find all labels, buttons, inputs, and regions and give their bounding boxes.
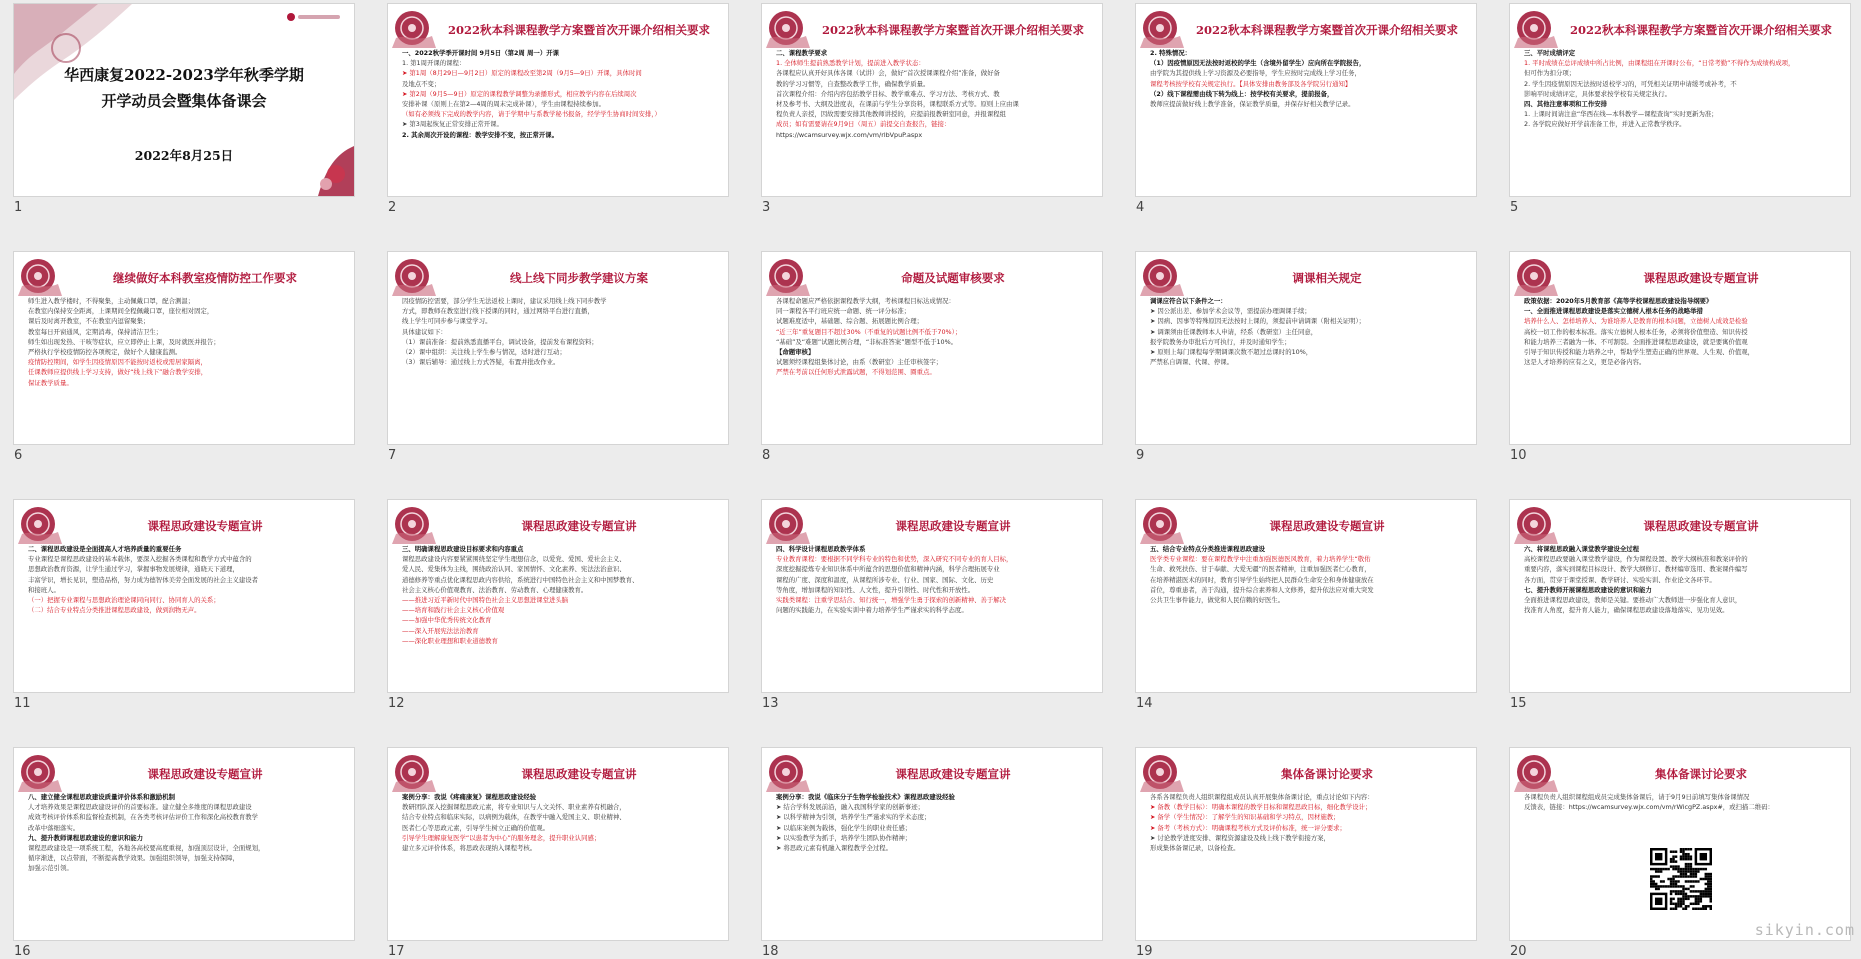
slide-text-line: 引导于知识传授和能力培养之中，帮助学生塑造正确的世界观、人生观、价值观，: [1524, 348, 1755, 357]
slide-text-line: 加强示范引领。: [28, 864, 73, 873]
slide-text-line: 【命题审核】: [776, 348, 815, 357]
slide-text-line: 2. 其余周次开设的课程：教学安排不变，按正常开课。: [402, 130, 559, 139]
slide-text-line: 严禁私自调课、代课、停课。: [1150, 358, 1234, 367]
slide-text-line: 在教室内保持安全距离，上课期间全程佩戴口罩，座位相对固定，: [28, 307, 214, 316]
slide-thumbnail[interactable]: [762, 4, 1102, 196]
slide-text-line: 二、课程思政建设是全面提高人才培养质量的重要任务: [28, 545, 182, 553]
slide-text-line: ➤ 调课须由任课教师本人申请，经系（教研室）主任同意，: [1150, 327, 1318, 336]
slide-number: 11: [14, 696, 31, 711]
slide-text-line: ➤ 第2周（9月5—9日）原定的课程教学调整为录播形式，相应教学内容在后续周次: [402, 89, 637, 98]
school-emblem-icon: [1514, 256, 1558, 296]
slide-number: 2: [388, 200, 397, 215]
slide-title: 2022秋本科课程教学方案暨首次开课介绍相关要求: [447, 23, 710, 37]
slide-text-line: 在培养精湛医术的同时，教育引导学生始终把人民群众生命安全和身体健康放在: [1150, 575, 1374, 584]
slide-title: 2022秋本科课程教学方案暨首次开课介绍相关要求: [1569, 23, 1832, 37]
slide-text-line: 材及参考书、大纲及进度表，在课前与学生分享资料，课程联系方式等。原则上应由课: [776, 100, 1019, 109]
slide-text-line: 教室每日开窗通风，定期消毒，保持清洁卫生；: [28, 327, 163, 336]
slide-text-line: 安排补课（原则上在第2—4周的周末完成补课），学生由课程持续参加。: [402, 100, 606, 109]
slide-text-line: 五、结合专业特点分类推进课程思政建设: [1150, 545, 1266, 553]
slide-body: [402, 48, 716, 190]
slide-text-line: ➤ 备教（教学目标）：明确本课程的教学目标和课程思政目标，细化教学设计；: [1150, 803, 1372, 812]
slide-text-line: 各课程应认真开好具体各课（试讲）会，做好“首次授课课程介绍”准备，做好备: [776, 69, 1000, 78]
slide-text-line: 问题的实践能力，在实验实训中着力培养学生严谨求实的科学态度。: [776, 606, 968, 615]
slide-thumbnail[interactable]: [762, 500, 1102, 692]
slide-text-line: 三、平时成绩评定: [1524, 49, 1576, 57]
school-emblem-icon: [392, 752, 436, 792]
slide-number: 18: [762, 944, 779, 959]
slide-title: 课程思政建设专题宣讲: [147, 519, 263, 533]
slide-text-line: 政策依据：2020年5月教育部《高等学校课程思政建设指导纲要》: [1524, 297, 1713, 305]
slide-thumbnail[interactable]: [762, 252, 1102, 444]
slide-text-line: 专业课程是课程思政建设的基本载体，要深入挖掘各类课程和教学方式中蕴含的: [28, 555, 252, 564]
slide-text-line: ➤ 结合学科发展前沿，融入我国科学家的创新事迹；: [776, 803, 924, 812]
slide-text-line: 案例分享：我说《临床分子生物学检验技术》课程思政建设经验: [776, 793, 955, 801]
school-emblem-icon: [392, 8, 436, 48]
slide-text-line: 反馈表，链接：https://wcamsurvey.wjx.com/vm/rWicgPZ.aspx#，或扫描二维码：: [1524, 803, 1774, 812]
slide-text-line: 人才培养效果是课程思政建设评价的首要标准。建立健全多维度的课程思政建设: [28, 803, 252, 812]
slide-number: 16: [14, 944, 31, 959]
slide-text-line: 全面推进课程思政建设，教师是关键。要推动广大教师进一步强化育人意识，: [1524, 596, 1742, 605]
brand-logo-icon: [286, 12, 342, 22]
slide-text-line: （3）课后辅导：通过线上方式答疑，布置并批改作业。: [402, 358, 560, 367]
school-emblem-icon: [1514, 8, 1558, 48]
slide-text-line: 医者仁心等思政元素，引导学生树立正确的价值观。: [402, 823, 549, 832]
slide-text-line: 丰富学识，增长见识，塑造品格，努力成为德智体美劳全面发展的社会主义建设者: [28, 575, 259, 584]
slide-thumbnail[interactable]: [14, 500, 354, 692]
slide-body: [1150, 792, 1464, 934]
slide-number: 9: [1136, 448, 1145, 463]
slide-text-line: ➤ 原则上每门课程每学期调课次数不超过总课时的10%，: [1150, 348, 1313, 357]
school-emblem-icon: [392, 256, 436, 296]
slide-text-line: 和能力培养三者融为一体、不可割裂。全面推进课程思政建设，就是要寓价值观: [1524, 337, 1748, 346]
slide-text-line: 1. 上课时间请注意“华西在线—本科教学—课程查询”实时更新为准；: [1524, 110, 1718, 119]
slide-body: [1524, 48, 1838, 190]
slide-title: 课程思政建设专题宣讲: [895, 519, 1011, 533]
slide-thumbnail[interactable]: [14, 748, 354, 940]
slide-number: 7: [388, 448, 397, 463]
slide-number: 3: [762, 200, 771, 215]
slide-text-line: 引导学生理解康复医学“以患者为中心”的服务理念，提升职业认同感；: [402, 833, 601, 842]
slide-text-line: 2. 各学院应做好开学前准备工作，并进入正常教学秩序。: [1524, 120, 1686, 129]
slide-text-line: 影响平时成绩评定，具体要求按学校有关规定执行。: [1524, 89, 1671, 98]
slide-text-line: 严禁在考前以任何形式泄露试题，不得划范围、圈重点。: [776, 368, 936, 377]
slide-text-line: https://wcamsurvey.wjx.com/vm/rlbVpuP.aspx: [776, 130, 923, 139]
slide-number: 8: [762, 448, 771, 463]
slide-text-line: 八、建立健全课程思政建设质量评价体系和激励机制: [28, 793, 175, 801]
slide-text-line: 和接班人。: [28, 585, 60, 594]
slide-text-line: 等角度，增加课程的知识性、人文性，提升引领性、时代性和开放性。: [776, 585, 975, 594]
slide-text-line: 一、全面推进课程思政建设是落实立德树人根本任务的战略举措: [1524, 307, 1703, 316]
slide-text-line: （一）把握专业课程与思想政治理论课同向同行、协同育人的关系；: [28, 596, 220, 605]
slide-text-line: 各课程负责人组织课程组成员完成集体备课后，请于9月9日前填写集体备课情况: [1524, 793, 1750, 801]
cover-date: 2022年8月25日: [134, 148, 234, 163]
slide-text-line: 循序渐进，以点带面，不断提高教学效果。加强组织领导，加强支持保障，: [28, 854, 239, 863]
slide-text-line: 找准育人角度，提升育人能力，确保课程思政建设落地落实、见功见效。: [1524, 606, 1729, 615]
slide-text-line: ➤ 讨论教学进度安排、课程资源建设及线上线下教学衔接方案，: [1150, 833, 1330, 842]
cover-title: 华西康复2022-2023学年秋季学期 开学动员会暨集体备课会: [64, 66, 304, 110]
slide-text-line: 课程考核按学校有关规定执行。【具体安排由教务部及各学院另行通知】: [1150, 79, 1352, 88]
slide-text-line: ➤ 因病、因事等特殊原因无法按时上课的，须提前申请调课（附相关证明）；: [1150, 317, 1366, 326]
slide-thumbnail[interactable]: [1136, 4, 1476, 196]
watermark-text: sikyin.com: [1754, 921, 1855, 939]
slide-thumbnail[interactable]: [1136, 748, 1476, 940]
school-emblem-icon: [1140, 8, 1184, 48]
slide-title: 课程思政建设专题宣讲: [147, 767, 263, 781]
slide-body: [1524, 296, 1838, 438]
slide-text-line: 各课程命题应严格依据课程教学大纲，考核课程目标达成情况：: [776, 297, 955, 305]
slide-text-line: （二）结合专业特点分类推进课程思政建设，做到润物无声。: [28, 606, 201, 615]
slide-text-line: （1）课前准备：提前熟悉直播平台，调试设备，提前发布课程资料；: [402, 337, 598, 346]
slide-text-line: ➤ 将思政元素有机融入课程教学全过程。: [776, 844, 893, 853]
slide-text-line: 生命、救死扶伤、甘于奉献、大爱无疆”的医者精神，注重加强医者仁心教育，: [1150, 565, 1371, 574]
slide-title: 集体备课讨论要求: [1281, 767, 1373, 781]
slide-text-line: （2）线下课程需由线下转为线上：按学校有关要求，提前报备，: [1150, 89, 1334, 98]
slide-text-line: 思想政治教育资源，让学生通过学习，掌握事物发展规律，通晓天下道理，: [28, 565, 239, 574]
slide-text-line: ➤ 以实验教学为抓手，培养学生团队协作精神；: [776, 833, 912, 842]
slide-body: [1150, 48, 1464, 190]
slide-text-line: “基础”及“难题”试题比例合理，“非标准答案”题型不低于10%。: [776, 337, 958, 346]
school-emblem-icon: [1514, 504, 1558, 544]
slide-text-line: 医学类专业课程：要在课程教学中注重加强医德医风教育，着力培养学生“敬佑: [1150, 555, 1371, 564]
slide-text-line: ——推进习近平新时代中国特色社会主义思想进课堂进头脑: [402, 596, 569, 605]
slide-title: 课程思政建设专题宣讲: [521, 767, 637, 781]
slide-text-line: 三、明确课程思政建设目标要求和内容重点: [402, 545, 524, 553]
slide-text-line: ➤ 备学（学生情况）：了解学生的知识基础和学习特点，因材施教；: [1150, 813, 1340, 822]
slide-text-line: 试题须经课程组集体讨论，由系（教研室）主任审核签字；: [776, 358, 943, 367]
slide-text-line: 2. 学生因疫情原因无法按时返校学习的，可凭相关证明申请缓考或补考，不: [1524, 79, 1737, 88]
slide-title: 课程思政建设专题宣讲: [1269, 519, 1385, 533]
slide-text-line: 调课应符合以下条件之一：: [1150, 297, 1227, 305]
slide-body: [776, 48, 1090, 190]
slide-text-line: 师生进入教学楼时，不得聚集，主动佩戴口罩，配合测温；: [28, 297, 195, 305]
slide-text-line: 结合专业特点和临床实际，以病例为载体，在教学中融入爱国主义、职业精神、: [402, 813, 626, 822]
slide-text-line: 建立多元评价体系，将思政表现纳入课程考核。: [402, 844, 537, 853]
slide-text-line: 一、2022秋学季开课时间 9月5日（第2周 周一）开课: [402, 49, 559, 57]
slide-text-line: 六、将课程思政融入课堂教学建设全过程: [1524, 545, 1640, 553]
school-emblem-icon: [1140, 256, 1184, 296]
slide-body: [776, 296, 1090, 438]
slide-title: 2022秋本科课程教学方案暨首次开课介绍相关要求: [1195, 23, 1458, 37]
slide-text-line: 九、提升教师课程思政建设的意识和能力: [28, 833, 144, 842]
cover-corner-flower-icon: [296, 132, 354, 196]
slide-thumbnail[interactable]: [1136, 252, 1476, 444]
school-emblem-icon: [766, 8, 810, 48]
slide-text-line: 课程思政建设内容要紧紧围绕坚定学生理想信念，以爱党、爱国、爱社会主义、: [402, 555, 626, 564]
slide-text-line: ➤ 以科学精神为引领，培养学生严谨求实的学术态度；: [776, 813, 931, 822]
slide-text-line: 各方面，贯穿于课堂授课、教学研讨、实验实训、作业论文各环节。: [1524, 575, 1716, 584]
slide-text-line: 高校一切工作的根本标准。落实立德树人根本任务，必须将价值塑造、知识传授: [1524, 327, 1748, 336]
school-emblem-icon: [1514, 752, 1558, 792]
slide-text-line: 形成集体备课记录，以备检查。: [1150, 844, 1240, 853]
slide-thumbnail[interactable]: [388, 252, 728, 444]
school-emblem-icon: [766, 256, 810, 296]
slide-text-line: 保证教学质量。: [28, 378, 73, 387]
slide-text-line: 成员；如有需要请在9月9日（周五）前提交自查报告，链接：: [776, 120, 951, 129]
slide-body: [1150, 544, 1464, 686]
slide-text-line: 改革中落细落实。: [28, 823, 80, 832]
slide-text-line: 课程的广度、深度和温度，从课程所涉专业、行业、国家、国际、文化、历史: [776, 575, 994, 584]
slide-text-line: ——培育和践行社会主义核心价值观: [402, 606, 505, 615]
slide-text-line: 爱人民、爱集体为主线，围绕政治认同、家国情怀、文化素养、宪法法治意识、: [402, 565, 626, 574]
school-emblem-icon: [392, 504, 436, 544]
slide-body: [1524, 544, 1838, 686]
slide-text-line: 报学院教务办审批后方可执行，并及时通知学生；: [1150, 337, 1291, 346]
slide-title: 继续做好本科教室疫情防控工作要求: [113, 271, 297, 285]
slide-title: 课程思政建设专题宣讲: [521, 519, 637, 533]
slide-number: 1: [14, 200, 23, 215]
slide-text-line: 同一课程各平行班应统一命题、统一评分标准；: [776, 307, 911, 316]
slide-text-line: 实践类课程：注重学思结合、知行统一，增强学生勇于探索的创新精神、善于解决: [776, 596, 1007, 605]
slide-number: 19: [1136, 944, 1153, 959]
slide-text-line: 教师应提前做好线上教学准备，保证教学质量，并保存好相关教学记录。: [1150, 100, 1355, 109]
slide-text-line: 重要内容，落实到课程目标设计、教学大纲修订、教材编审选用、教案课件编写: [1524, 565, 1748, 574]
slide-text-line: ➤ 第3周起恢复正常安排正常开课。: [402, 120, 503, 129]
slide-text-line: 四、科学设计课程思政教学体系: [776, 545, 866, 553]
slide-text-line: 七、提升教师开展课程思政建设的意识和能力: [1524, 585, 1652, 594]
slide-text-line: 培养什么人、怎样培养人、为谁培养人是教育的根本问题，立德树人成效是检验: [1524, 317, 1748, 326]
slide-text-line: 二、课程教学要求: [776, 49, 828, 57]
slide-thumbnail-cover[interactable]: [14, 4, 354, 196]
slide-number: 12: [388, 696, 405, 711]
slide-text-line: 方式，即教师在教室进行线下授课的同时，通过网络平台进行直播，: [402, 307, 594, 316]
slide-text-line: 疫情防控期间，如学生因疫情原因不能按时返校或需居家隔离，: [28, 358, 207, 367]
slide-thumbnail[interactable]: [388, 500, 728, 692]
slide-number: 14: [1136, 696, 1153, 711]
slide-number: 20: [1510, 944, 1527, 959]
slide-text-line: 案例分享：我说《疼痛康复》课程思政建设经验: [402, 793, 537, 801]
slide-title: 命题及试题审核要求: [901, 271, 1005, 285]
slide-text-line: 1. 第1周开课的课程：: [402, 59, 466, 68]
slide-thumbnail[interactable]: [388, 748, 728, 940]
slide-text-line: 1. 平时成绩在总评成绩中所占比例，由课程组在开课时公布，“日常考勤”不得作为成绩构成项，: [1524, 59, 1795, 68]
slide-number: 4: [1136, 200, 1145, 215]
slide-thumbnail[interactable]: [14, 252, 354, 444]
slide-text-line: 2. 特殊情况：: [1150, 49, 1192, 57]
slide-text-line: ——深入开展宪法法治教育: [402, 626, 479, 635]
slide-text-line: ——深化职业理想和职业道德教育: [402, 636, 498, 645]
slide-body: [1150, 296, 1464, 438]
slide-number: 6: [14, 448, 23, 463]
slide-body: [402, 792, 716, 934]
slide-text-line: 师生如出现发热、干咳等症状，应立即停止上课，及时就医并报告；: [28, 337, 220, 346]
slide-text-line: ➤ 备考（考核方式）：明确课程考核方式及评价标准，统一评分要求；: [1150, 823, 1346, 832]
slide-text-line: 严格执行学校疫情防控各项规定，做好个人健康监测。: [28, 348, 182, 357]
slide-number: 10: [1510, 448, 1527, 463]
school-emblem-icon: [18, 256, 62, 296]
school-emblem-icon: [18, 752, 62, 792]
slide-text-line: 四、其他注意事项和工作安排: [1524, 100, 1608, 109]
slide-text-line: （2）课中组织：关注线上学生参与情况，适时进行互动；: [402, 348, 566, 357]
school-emblem-icon: [766, 752, 810, 792]
school-emblem-icon: [18, 504, 62, 544]
slide-text-line: 高校课程思政要融入课堂教学建设，作为课程设置、教学大纲核准和教案评价的: [1524, 555, 1748, 564]
slide-text-line: （1）因疫情原因无法按时返校的学生（含境外留学生）应向所在学院报告，: [1150, 59, 1366, 68]
slide-text-line: 专业教育课程：要根据不同学科专业的特色和优势，深入研究不同专业的育人目标，: [776, 555, 1013, 564]
slide-text-line: 各系各课程负责人组织课程组成员认真开展集体备课讨论，重点讨论如下内容：: [1150, 793, 1374, 801]
slide-thumbnail[interactable]: [1510, 748, 1850, 940]
slide-number: 15: [1510, 696, 1527, 711]
slide-number: 13: [762, 696, 779, 711]
slide-body: [28, 296, 342, 438]
slide-text-line: 但可作为扣分项；: [1524, 69, 1576, 78]
slide-text-line: 教研团队深入挖掘课程思政元素，将专业知识与人文关怀、职业素养有机融合，: [402, 803, 626, 812]
qr-code-icon[interactable]: [1650, 848, 1712, 910]
slide-text-line: 因疫情防控需要，部分学生无法返校上课时，建议采用线上线下同步教学: [402, 297, 607, 305]
slide-body: [402, 544, 716, 686]
slide-body: [28, 792, 342, 934]
slide-text-line: 首位，尊重患者，善于沟通，提升综合素养和人文修养，提升依法应对重大突发: [1150, 585, 1374, 594]
slide-thumbnail[interactable]: [1136, 500, 1476, 692]
slide-text-line: 程负责人亲授，因故需要安排其他教师讲授的，应提前报教研室同意，并报课程组: [776, 110, 1007, 119]
slide-body: [402, 296, 716, 438]
slide-text-line: 社会主义核心价值观教育、法治教育、劳动教育、心理健康教育。: [402, 585, 588, 594]
slide-title: 课程思政建设专题宣讲: [895, 767, 1011, 781]
school-emblem-icon: [766, 504, 810, 544]
slide-text-line: 线上学生可同步参与课堂学习。: [402, 317, 492, 326]
slide-text-line: 由学院为其提供线上学习资源及必要指导，学生应按时完成线上学习任务，: [1150, 69, 1361, 78]
slide-text-line: 任课教师应提供线上学习支持，做好“线上线下”融合教学安排，: [28, 368, 208, 377]
slide-text-line: 1. 全体师生提前熟悉教学计划，提前进入教学状态：: [776, 59, 925, 68]
slide-title: 线上线下同步教学建议方案: [510, 271, 648, 285]
slide-thumbnail[interactable]: [388, 4, 728, 196]
slide-text-line: 这是人才培养的应有之义，更是必备内容。: [1524, 358, 1646, 367]
slide-text-line: 首次课程介绍：介绍内容包括教学目标、教学重难点、学习方法、考核方式、教: [776, 89, 1000, 98]
school-emblem-icon: [1140, 752, 1184, 792]
slide-title: 调课相关规定: [1292, 271, 1362, 285]
slide-title: 课程思政建设专题宣讲: [1643, 519, 1759, 533]
slide-text-line: 课后及时离开教室，不在教室内逗留聚集；: [28, 317, 150, 326]
slide-body: [776, 792, 1090, 934]
slide-title: 课程思政建设专题宣讲: [1643, 271, 1759, 285]
slide-thumbnail[interactable]: [1510, 500, 1850, 692]
slide-number: 5: [1510, 200, 1519, 215]
slide-text-line: 公共卫生事件能力，做党和人民信赖的好医生。: [1150, 596, 1285, 605]
school-emblem-icon: [1140, 504, 1184, 544]
slide-thumbnail[interactable]: [1510, 4, 1850, 196]
slide-text-line: ➤ 以临床案例为载体，强化学生的职业责任感；: [776, 823, 912, 832]
slide-text-line: 课程思政建设是一项系统工程，各地各高校要高度重视，加强顶层设计，全面规划，: [28, 844, 265, 853]
slide-title: 集体备课讨论要求: [1655, 767, 1747, 781]
slide-thumbnail[interactable]: [762, 748, 1102, 940]
slide-text-line: 深度挖掘提炼专业知识体系中所蕴含的思想价值和精神内涵，科学合理拓展专业: [776, 565, 1000, 574]
slide-text-line: 道德修养等重点优化课程思政内容供给，系统进行中国特色社会主义和中国梦教育、: [402, 575, 639, 584]
slide-body: [776, 544, 1090, 686]
slide-text-line: ➤ 因公派出差、参加学术会议等，需提前办理调课手续；: [1150, 307, 1311, 316]
slide-text-line: （如有必须线下完成的教学内容，请于学期中与系教学秘书报备，经学学生协商时间安排，）: [402, 110, 661, 119]
slide-text-line: 教的学习习惯等，自查整改教学工作，确保教学质量。: [776, 79, 930, 88]
slide-body: [28, 544, 342, 686]
slide-thumbnail[interactable]: [1510, 252, 1850, 444]
slide-text-line: 及地点不变；: [402, 79, 441, 88]
slide-title: 2022秋本科课程教学方案暨首次开课介绍相关要求: [821, 23, 1084, 37]
slide-text-line: ——加强中华优秀传统文化教育: [402, 616, 492, 625]
slide-text-line: 试题难度适中，基础题、综合题、拓展题比例合理；: [776, 317, 923, 326]
slide-text-line: “近三年”重复题目不超过30%（不重复的试题比例不低于70%）；: [776, 327, 962, 336]
slide-text-line: 具体建议如下：: [402, 327, 447, 336]
slide-number: 17: [388, 944, 405, 959]
slide-text-line: ➤ 第1周（8月29日—9月2日）原定的课程改至第2周（9月5—9日）开课，具体时间: [402, 69, 642, 78]
slide-text-line: 成效考核评价体系和监督检查机制，在各类考核评估评价工作和深化高校教育教学: [28, 813, 259, 822]
